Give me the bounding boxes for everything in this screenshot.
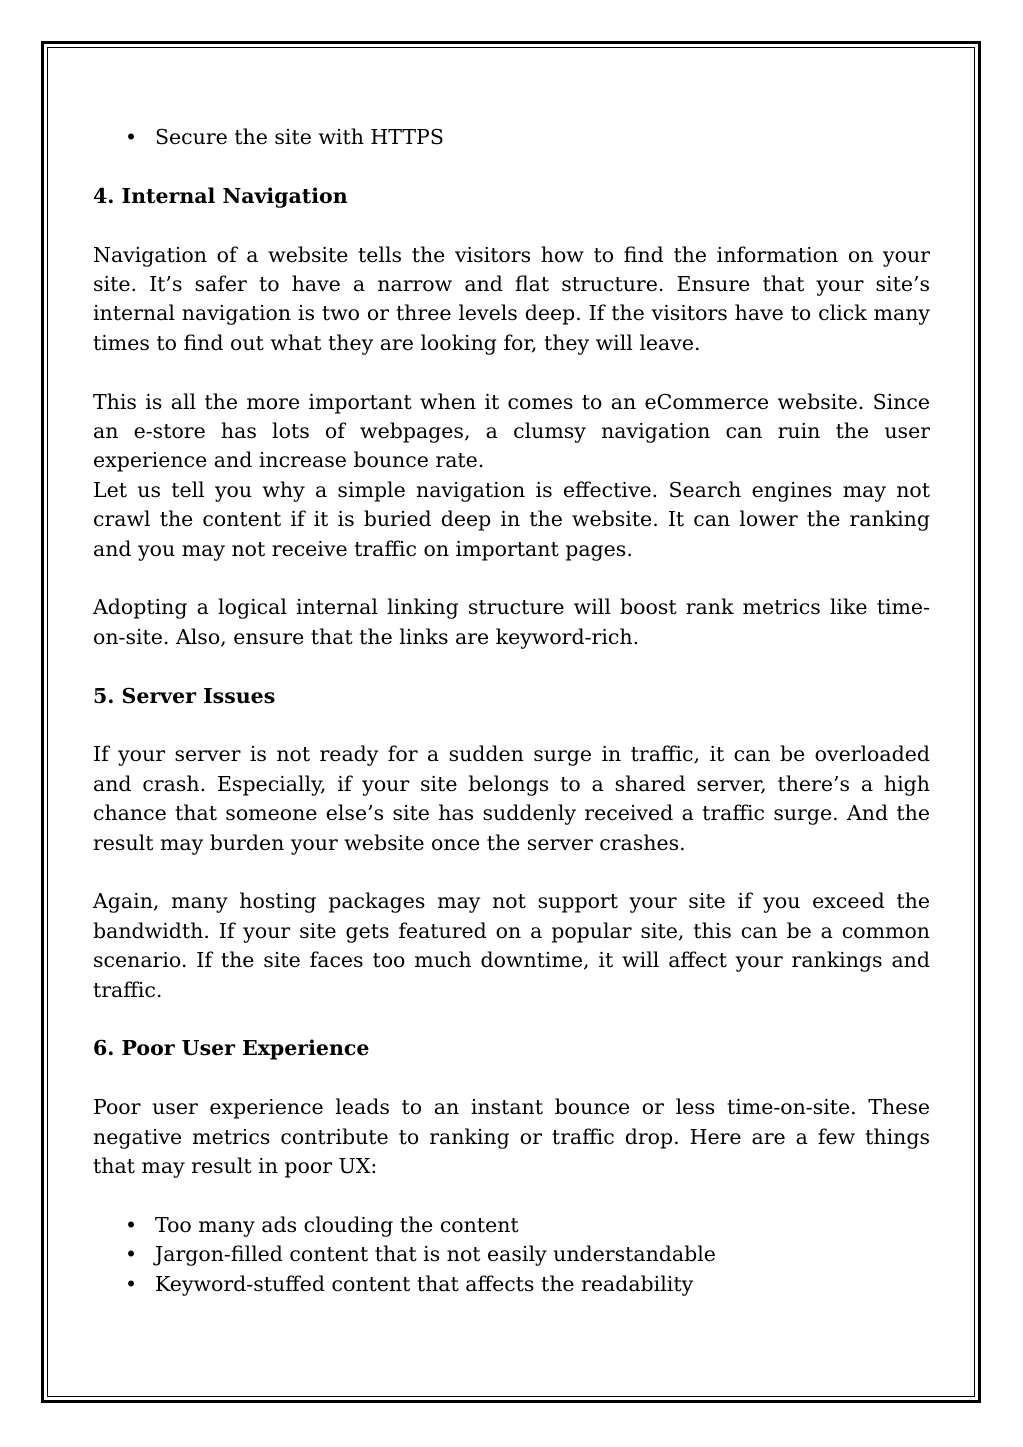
list-item: • Jargon-filled content that is not easily understandable bbox=[93, 1240, 930, 1269]
paragraph: Again, many hosting packages may not support your site if you exceed the bandwidth. If your site gets featured on a popular site, this can be a common scenario. If the site faces too much downtime, it will affect your rankings and traffic. bbox=[93, 889, 930, 1002]
paragraph: Let us tell you why a simple navigation is effective. Search engines may not crawl the content if it is buried deep in the website. It can lower the ranking and you may not receive traffic on important pages. bbox=[93, 477, 930, 561]
list-item: • Keyword-stuffed content that affects the readability bbox=[93, 1270, 930, 1299]
bullet-icon: • bbox=[125, 125, 138, 149]
paragraph: Navigation of a website tells the visitors how to find the information on your site. It’s safer to have a narrow and flat structure. Ensure that your site’s internal navigation is two or three levels deep. If the visitors have to click many times to find out what they are looking for, they will leave. bbox=[93, 242, 930, 355]
paragraph: Poor user experience leads to an instant bounce or less time-on-site. These negative metrics contribute to ranking or traffic drop. Here are a few things that may result in poor UX: bbox=[93, 1095, 930, 1179]
paragraph: This is all the more important when it comes to an eCommerce website. Since an e-store has lots of webpages, a clumsy navigation can ruin the user experience and increase bounce rate. bbox=[93, 389, 930, 473]
list-item: • Secure the site with HTTPS bbox=[93, 123, 930, 152]
bullet-icon: • bbox=[125, 1271, 138, 1296]
bullet-list-top bbox=[93, 123, 930, 152]
section-heading-poor-user-experience: 6. Poor User Experience bbox=[93, 1036, 370, 1061]
document-body bbox=[93, 123, 930, 1299]
bullet-list-ux bbox=[93, 1211, 930, 1299]
paragraph: Adopting a logical internal linking structure will boost rank metrics like time-on-site. Also, ensure that the links are keyword-rich. bbox=[93, 595, 930, 649]
list-item: • Too many ads clouding the content bbox=[93, 1211, 930, 1240]
section-heading-server-issues: 5. Server Issues bbox=[93, 683, 276, 708]
bullet-icon: • bbox=[125, 1212, 138, 1237]
paragraph: If your server is not ready for a sudden surge in traffic, it can be overloaded and crash. Especially, if your site belongs to a shared server, there’s a high chance that someone else’s site has suddenly received a traffic surge. And the result may burden your website once the server crashes. bbox=[93, 742, 930, 855]
section-heading-internal-navigation: 4. Internal Navigation bbox=[93, 183, 348, 208]
bullet-icon: • bbox=[125, 1242, 138, 1267]
